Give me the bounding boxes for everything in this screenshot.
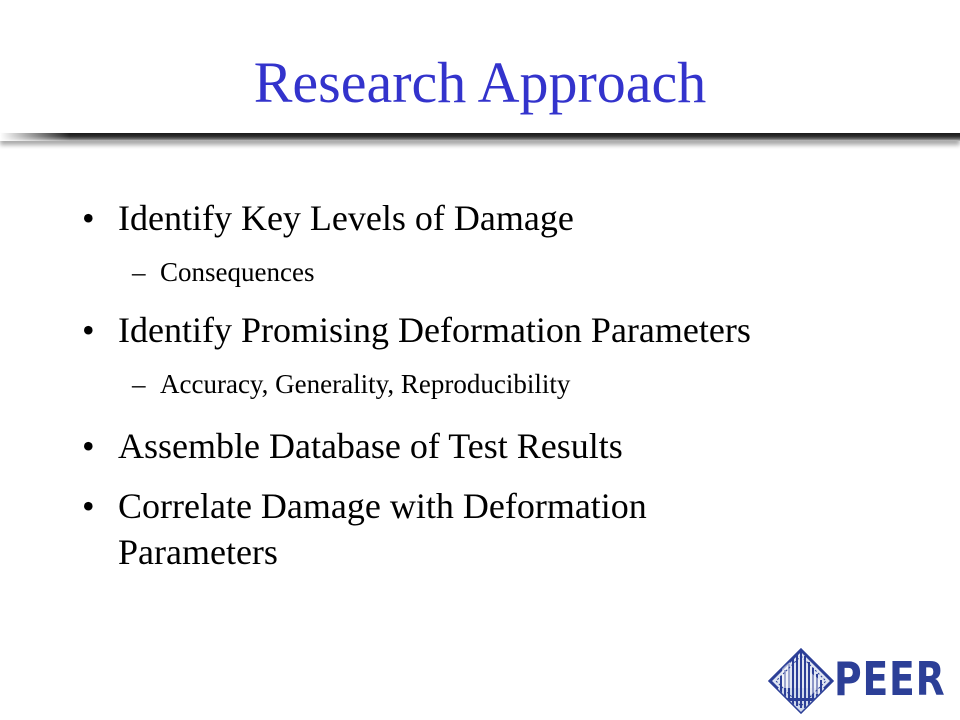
bullet-item-4: [82, 484, 918, 528]
sub-bullet-text: Consequences: [160, 257, 315, 287]
peer-logo: [768, 648, 946, 714]
bullet-text: Identify Key Levels of Damage: [118, 198, 574, 238]
bullet-glyph: •: [82, 486, 95, 526]
sub-bullet-item-2-1: [132, 368, 571, 400]
peer-logo-text: PEER: [834, 652, 946, 706]
bullet-item-3: [82, 424, 918, 468]
bullet-glyph: •: [82, 198, 95, 238]
bullet-text: Assemble Database of Test Results: [118, 426, 623, 466]
bullet-text-continuation: Parameters: [118, 532, 278, 572]
bullet-item-2: [82, 308, 918, 352]
peer-diamond-emblem-icon: [768, 648, 834, 714]
sub-bullet-item-1-1: [132, 256, 315, 288]
sub-bullet-glyph: –: [132, 369, 146, 399]
sub-bullet-text: Accuracy, Generality, Reproducibility: [160, 369, 571, 399]
slide-title: Research Approach: [253, 50, 707, 115]
bullet-item-4-continuation: [118, 530, 918, 574]
bullet-text: Correlate Damage with Deformation: [118, 486, 647, 526]
bullet-text: Identify Promising Deformation Parameters: [118, 310, 751, 350]
bullet-glyph: •: [82, 426, 95, 466]
bullet-glyph: •: [82, 310, 95, 350]
sub-bullet-glyph: –: [132, 257, 146, 287]
bullet-item-1: [82, 196, 918, 240]
